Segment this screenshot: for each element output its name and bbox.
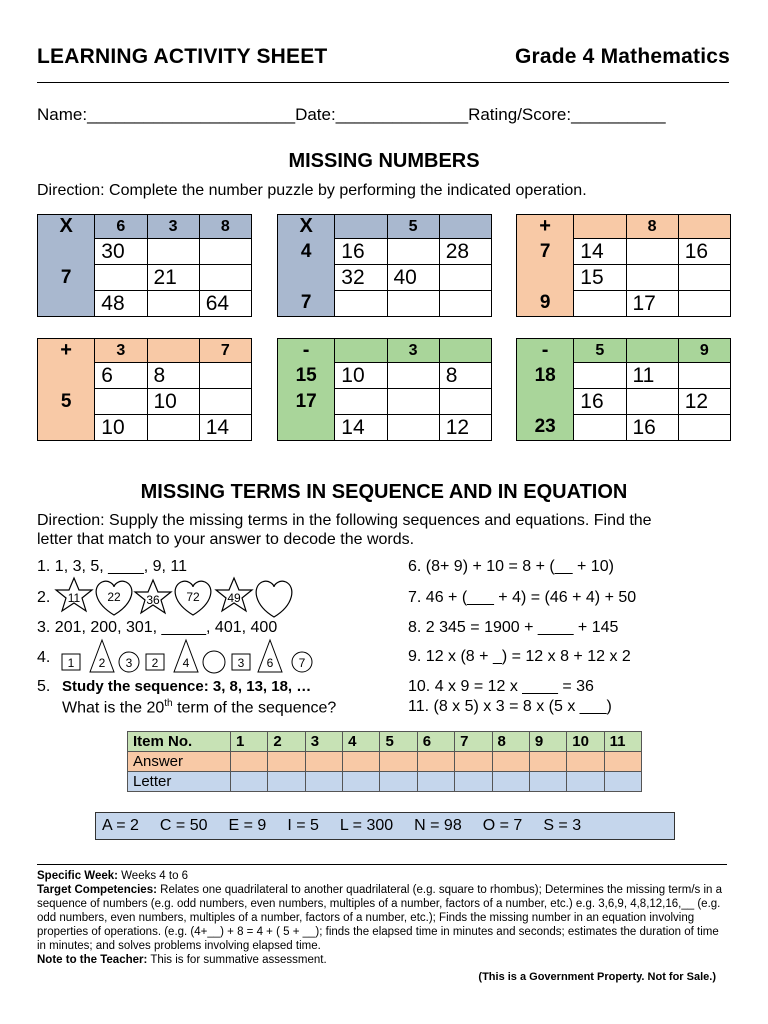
puzzle-cell[interactable]	[199, 239, 251, 265]
puzzle-cell[interactable]	[147, 291, 199, 317]
header-cell: 3	[387, 339, 439, 363]
header-cell: 3	[147, 215, 199, 239]
letter-cell[interactable]	[268, 772, 305, 792]
header-cell[interactable]	[678, 215, 730, 239]
puzzle-cell: 15	[574, 265, 626, 291]
puzzle-cell[interactable]	[439, 265, 491, 291]
shape-value: 4	[182, 656, 190, 670]
header-cell: 9	[678, 339, 730, 363]
letter-cell[interactable]	[455, 772, 492, 792]
answer-cell[interactable]	[492, 752, 529, 772]
side-cell: 18	[517, 363, 574, 389]
number-puzzle-2	[277, 214, 492, 317]
puzzle-cell: 30	[95, 239, 147, 265]
section1-direction: Direction: Complete the number puzzle by performing the indicated operation.	[37, 182, 587, 199]
header-cell: 3	[95, 339, 147, 363]
puzzle-cell[interactable]	[147, 415, 199, 441]
side-cell[interactable]	[517, 265, 574, 291]
target-competencies: Target Competencies: Relates one quadrilateral to another quadrilateral (e.g. square to rhombus); Determines the missing term/s in a sequence of numbers (e.g. odd numbers, even numbers, multiples of a number, factors of a number, etc.) e.g. 3,6,9, 4,8,12,16,__ (e.g. odd numbers, even numbers, multiples of a number, factors of a number, etc.); Finds the missing number in an equation involving properties of operations. (e.g. (4+__) + 8 = 4 + ( 5 + __); finds the elapsed time in minutes and seconds; estimates the duration of time in minutes; and solves problems involving elapsed time.	[37, 884, 722, 952]
question-1: 1. 1, 3, 5, ____, 9, 11	[37, 558, 188, 575]
teacher-note: Note to the Teacher: This is for summative assessment.	[37, 954, 327, 966]
question-4-number: 4.	[37, 649, 51, 666]
header-cell[interactable]	[626, 339, 678, 363]
section-title-missing-numbers: MISSING NUMBERS	[288, 150, 480, 172]
circle-shape	[203, 651, 225, 673]
puzzle-cell[interactable]	[387, 363, 439, 389]
answer-cell[interactable]	[455, 752, 492, 772]
key-entry: A = 2	[102, 817, 139, 834]
shape-value: 72	[186, 590, 200, 604]
operation-symbol: X	[278, 215, 335, 239]
row-label: Item No.	[128, 732, 231, 752]
answer-cell[interactable]	[268, 752, 305, 772]
answer-cell[interactable]	[567, 752, 604, 772]
header-cell[interactable]	[335, 339, 387, 363]
answer-cell[interactable]	[305, 752, 342, 772]
item-number: 4	[343, 732, 380, 752]
footer-info	[37, 869, 727, 967]
question-5-question: What is the 20th term of the sequence?	[62, 698, 337, 717]
puzzle-cell: 21	[147, 265, 199, 291]
question-5-number: 5.	[37, 678, 51, 695]
puzzle-cell: 32	[335, 265, 387, 291]
side-cell: 5	[38, 389, 95, 415]
puzzle-cell: 48	[95, 291, 147, 317]
puzzle-cell[interactable]	[147, 239, 199, 265]
header-cell: 8	[626, 215, 678, 239]
side-cell[interactable]	[517, 389, 574, 415]
puzzle-cell[interactable]	[574, 363, 626, 389]
shape-value: 22	[107, 590, 121, 604]
side-cell: 7	[517, 239, 574, 265]
puzzle-cell: 8	[439, 363, 491, 389]
puzzle-cell: 16	[335, 239, 387, 265]
shape-value: 49	[227, 591, 241, 605]
answer-cell[interactable]	[604, 752, 641, 772]
key-entry: O = 7	[482, 817, 523, 834]
header-cell: 7	[199, 339, 251, 363]
number-puzzle-4	[37, 338, 252, 441]
answer-table-row	[128, 732, 642, 752]
operation-symbol: X	[38, 215, 95, 239]
question-3: 3. 201, 200, 301, _____, 401, 400	[37, 619, 278, 636]
side-cell[interactable]	[278, 415, 335, 441]
puzzle-cell[interactable]	[678, 415, 730, 441]
key-entry: N = 98	[414, 817, 462, 834]
side-cell: 4	[278, 239, 335, 265]
letter-cell[interactable]	[343, 772, 380, 792]
operation-symbol: +	[38, 339, 95, 363]
header-cell: 8	[199, 215, 251, 239]
number-puzzle-5	[277, 338, 492, 441]
question-5-prompt: Study the sequence: 3, 8, 13, 18, …	[62, 678, 312, 695]
decoder-key	[95, 812, 675, 840]
side-cell[interactable]	[278, 265, 335, 291]
answer-cell[interactable]	[417, 752, 454, 772]
header-cell[interactable]	[439, 215, 491, 239]
question-8: 8. 2 345 = 1900 + ____ + 145	[408, 619, 619, 636]
row-label: Letter	[128, 772, 231, 792]
item-number: 9	[529, 732, 566, 752]
shape-value: 36	[146, 593, 160, 607]
puzzle-cell: 12	[439, 415, 491, 441]
puzzle-cell: 64	[199, 291, 251, 317]
puzzle-cell: 16	[626, 415, 678, 441]
puzzle-cell: 8	[147, 363, 199, 389]
key-entry: C = 50	[159, 817, 208, 834]
number-puzzle-1	[37, 214, 252, 317]
puzzle-cell[interactable]	[626, 265, 678, 291]
puzzle-cell: 6	[95, 363, 147, 389]
shape-value: 2	[151, 656, 159, 670]
answer-cell[interactable]	[529, 752, 566, 772]
side-cell[interactable]	[38, 291, 95, 317]
item-number: 5	[380, 732, 417, 752]
side-cell: 15	[278, 363, 335, 389]
puzzle-cell[interactable]	[439, 291, 491, 317]
side-cell[interactable]	[38, 415, 95, 441]
letter-cell[interactable]	[417, 772, 454, 792]
header-cell: 5	[387, 215, 439, 239]
side-cell: 17	[278, 389, 335, 415]
key-entry: S = 3	[543, 817, 582, 834]
side-cell[interactable]	[38, 363, 95, 389]
puzzle-cell: 10	[147, 389, 199, 415]
key-entry: L = 300	[339, 817, 394, 834]
footer-divider	[37, 864, 727, 865]
puzzle-cell: 11	[626, 363, 678, 389]
number-puzzle-6	[516, 338, 731, 441]
puzzle-cell[interactable]	[626, 389, 678, 415]
puzzle-cell: 28	[439, 239, 491, 265]
operation-symbol: +	[517, 215, 574, 239]
key-entry: I = 5	[287, 817, 319, 834]
government-property-note: (This is a Government Property. Not for Sale.)	[478, 971, 716, 983]
puzzle-cell[interactable]	[199, 389, 251, 415]
letter-cell[interactable]	[567, 772, 604, 792]
puzzle-cell: 17	[626, 291, 678, 317]
answer-cell[interactable]	[231, 752, 268, 772]
row-label: Answer	[128, 752, 231, 772]
answer-table	[127, 731, 642, 792]
puzzle-cell[interactable]	[95, 389, 147, 415]
letter-cell[interactable]	[305, 772, 342, 792]
question-11: 11. (8 x 5) x 3 = 8 x (5 x ___)	[408, 698, 612, 715]
puzzle-cell: 10	[95, 415, 147, 441]
answer-cell[interactable]	[380, 752, 417, 772]
puzzle-cell[interactable]	[439, 389, 491, 415]
puzzle-cell[interactable]	[574, 291, 626, 317]
side-cell: 9	[517, 291, 574, 317]
side-cell: 7	[38, 265, 95, 291]
shape-value: 3	[125, 656, 133, 670]
side-cell: 23	[517, 415, 574, 441]
grade-subject: Grade 4 Mathematics	[514, 45, 730, 68]
question-6: 6. (8+ 9) + 10 = 8 + (__ + 10)	[408, 558, 614, 575]
header-cell: 5	[574, 339, 626, 363]
shape-value: 1	[67, 656, 75, 670]
section2-direction-line1: Direction: Supply the missing terms in the following sequences and equations. Find the	[37, 512, 652, 529]
puzzle-cell: 14	[335, 415, 387, 441]
item-number: 10	[567, 732, 604, 752]
specific-week: Specific Week: Weeks 4 to 6	[37, 870, 189, 882]
puzzle-cell[interactable]	[335, 389, 387, 415]
puzzle-cell[interactable]	[387, 291, 439, 317]
puzzle-cell[interactable]	[678, 363, 730, 389]
header-cell[interactable]	[335, 215, 387, 239]
puzzle-cell: 40	[387, 265, 439, 291]
side-cell: 7	[278, 291, 335, 317]
section-title-missing-terms: MISSING TERMS IN SEQUENCE AND IN EQUATION	[140, 481, 628, 503]
shape-value: 6	[266, 656, 274, 670]
section2-direction-line2: letter that match to your answer to decode the words.	[37, 531, 415, 548]
puzzle-cell[interactable]	[574, 415, 626, 441]
question-9: 9. 12 x (8 + _) = 12 x 8 + 12 x 2	[408, 648, 631, 665]
header-divider	[37, 82, 729, 83]
item-number: 6	[417, 732, 454, 752]
question-7: 7. 46 + (___ + 4) = (46 + 4) + 50	[408, 589, 637, 606]
operation-symbol: -	[278, 339, 335, 363]
puzzle-cell[interactable]	[199, 265, 251, 291]
shape-value: 2	[98, 656, 106, 670]
letter-cell[interactable]	[231, 772, 268, 792]
answer-table-row	[128, 752, 642, 772]
question-2-shapes	[54, 575, 299, 619]
letter-cell[interactable]	[529, 772, 566, 792]
item-number: 7	[455, 732, 492, 752]
item-number: 1	[231, 732, 268, 752]
shape-value: 11	[67, 591, 81, 605]
puzzle-cell[interactable]	[199, 363, 251, 389]
puzzle-cell[interactable]	[387, 415, 439, 441]
puzzle-cell[interactable]	[626, 239, 678, 265]
header-cell[interactable]	[574, 215, 626, 239]
puzzle-cell[interactable]	[95, 265, 147, 291]
letter-cell[interactable]	[380, 772, 417, 792]
answer-cell[interactable]	[343, 752, 380, 772]
key-entry: E = 9	[228, 817, 267, 834]
item-number: 11	[604, 732, 641, 752]
side-cell[interactable]	[38, 239, 95, 265]
question-10: 10. 4 x 9 = 12 x ____ = 36	[408, 678, 594, 695]
item-number: 3	[305, 732, 342, 752]
puzzle-cell[interactable]	[678, 265, 730, 291]
puzzle-cell[interactable]	[387, 239, 439, 265]
question-4-shapes	[58, 636, 323, 676]
letter-cell[interactable]	[604, 772, 641, 792]
header-cell[interactable]	[439, 339, 491, 363]
puzzle-cell[interactable]	[678, 291, 730, 317]
info-line: Name:______________________Date:______________Rating/Score:__________	[37, 105, 666, 124]
header-cell: 6	[95, 215, 147, 239]
puzzle-cell: 12	[678, 389, 730, 415]
puzzle-cell: 16	[574, 389, 626, 415]
letter-cell[interactable]	[492, 772, 529, 792]
puzzle-cell: 10	[335, 363, 387, 389]
answer-table-row	[128, 772, 642, 792]
sheet-title: LEARNING ACTIVITY SHEET	[37, 45, 328, 68]
operation-symbol: -	[517, 339, 574, 363]
question-2-number: 2.	[37, 589, 51, 606]
number-puzzle-3	[516, 214, 731, 317]
shape-value: 3	[237, 656, 245, 670]
item-number: 2	[268, 732, 305, 752]
puzzle-cell: 14	[574, 239, 626, 265]
item-number: 8	[492, 732, 529, 752]
header-cell[interactable]	[147, 339, 199, 363]
puzzle-cell: 16	[678, 239, 730, 265]
puzzle-cell: 14	[199, 415, 251, 441]
puzzle-cell[interactable]	[335, 291, 387, 317]
puzzle-cell[interactable]	[387, 389, 439, 415]
heart-shape	[256, 581, 292, 617]
shape-value: 7	[298, 656, 306, 670]
